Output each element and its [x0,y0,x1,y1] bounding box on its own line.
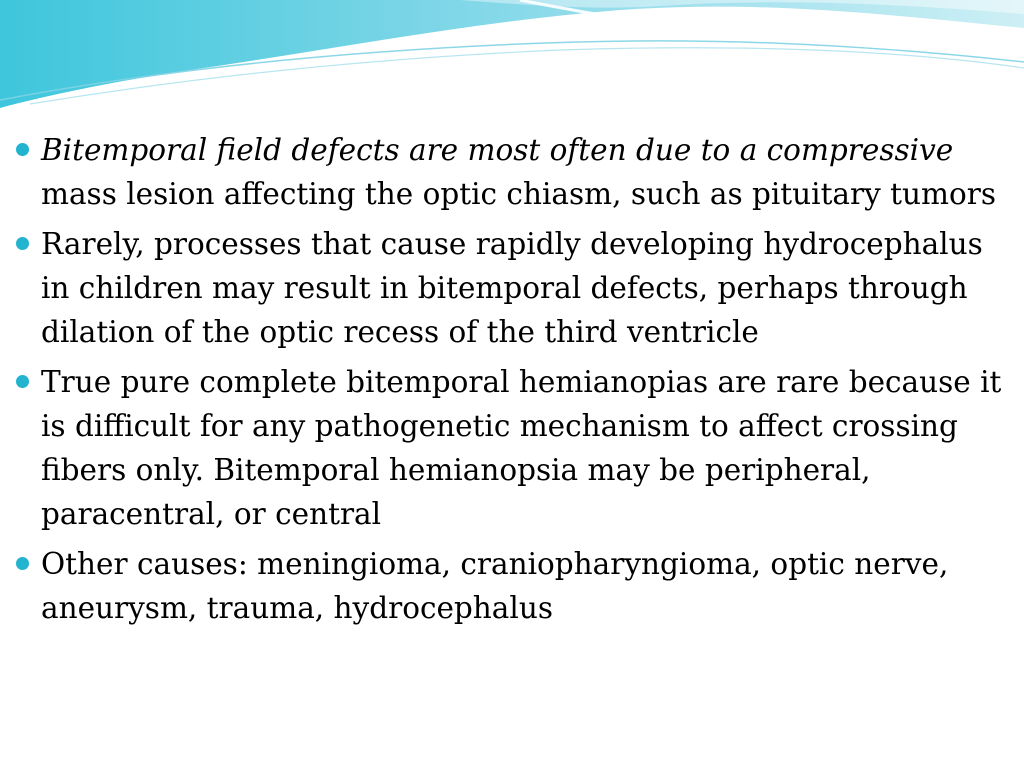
bullet-item [14,542,1014,630]
bullet-dot-icon [16,557,29,570]
bullet-item [14,360,1014,536]
bullet-item [14,128,1014,216]
bullet-text: Other causes: meningioma, craniopharyngioma, optic nerve, aneurysm, trauma, hydrocephalus [41,547,949,625]
bullet-dot-icon [16,237,29,250]
bullet-text: Rarely, processes that cause rapidly developing hydrocephalus in children may result in bitemporal defects, perhaps through dilation of the optic recess of the third ventricle [41,227,983,349]
bullet-dot-icon [16,143,29,156]
bullet-item [14,222,1014,354]
bullet-text: True pure complete bitemporal hemianopias are rare because it is difficult for any pathogenetic mechanism to affect crossing fibers only. Bitemporal hemianopsia may be peripheral, paracentral, or central [41,365,1002,531]
bullet-dot-icon [16,375,29,388]
bullet-text: mass lesion affecting the optic chiasm, such as pituitary tumors [41,177,996,211]
bullet-list [14,128,1014,636]
bullet-italic-lead: Bitemporal field defects are most often due to a compressive [41,133,954,167]
header-wave-decoration [0,0,1024,120]
